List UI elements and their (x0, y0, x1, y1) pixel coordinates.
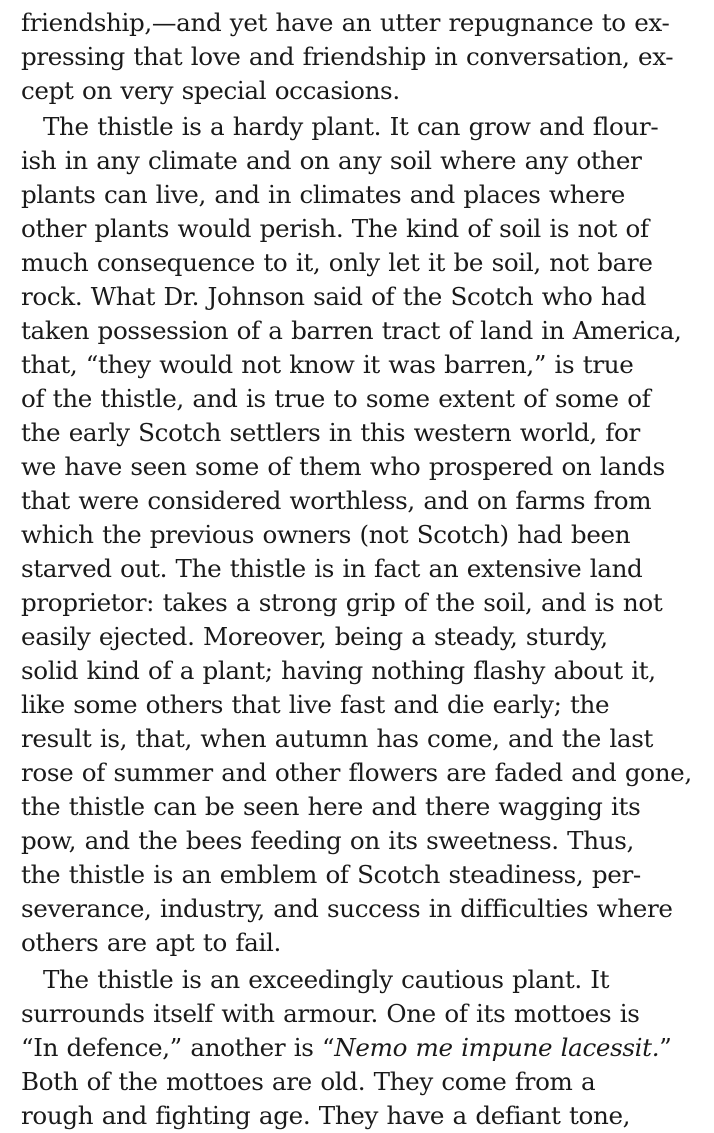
latin-motto: Nemo me impune lacessit. (334, 1033, 660, 1062)
text-line: ish in any climate and on any soil where any other (21, 146, 642, 175)
text-line: severance, industry, and success in difficulties where (21, 894, 673, 923)
text-line: easily ejected. Moreover, being a steady, sturdy, (21, 622, 608, 651)
text-line: solid kind of a plant; having nothing flashy about it, (21, 656, 656, 685)
text-line: which the previous owners (not Scotch) had been (21, 520, 631, 549)
text-line: others are apt to fail. (21, 928, 281, 957)
text-line: pow, and the bees feeding on its sweetness. Thus, (21, 826, 634, 855)
text-line: the thistle is an emblem of Scotch steadiness, per- (21, 860, 641, 889)
text-line: plants can live, and in climates and places where (21, 180, 626, 209)
text-line: the early Scotch settlers in this western world, for (21, 418, 640, 447)
text-line: proprietor: takes a strong grip of the soil, and is not (21, 588, 663, 617)
text-line: rough and fighting age. They have a defiant tone, (21, 1101, 631, 1130)
text-line-with-motto (21, 1031, 671, 1065)
text-line: the thistle can be seen here and there wagging its (21, 792, 641, 821)
text-segment: ” (659, 1033, 672, 1062)
text-line: taken possession of a barren tract of land in America, (21, 316, 682, 345)
text-line: rock. What Dr. Johnson said of the Scotch who had (21, 282, 647, 311)
text-line: Both of the mottoes are old. They come from a (21, 1067, 596, 1096)
text-line: starved out. The thistle is in fact an extensive land (21, 554, 643, 583)
text-line: friendship,—and yet have an utter repugnance to ex- (21, 8, 670, 37)
text-line: pressing that love and friendship in conversation, ex- (21, 42, 674, 71)
text-line: rose of summer and other flowers are faded and gone, (21, 758, 692, 787)
text-line: that were considered worthless, and on farms from (21, 486, 652, 515)
text-line: other plants would perish. The kind of soil is not of (21, 214, 649, 243)
text-line: of the thistle, and is true to some extent of some of (21, 384, 651, 413)
text-line: we have seen some of them who prospered on lands (21, 452, 665, 481)
text-line: like some others that live fast and die early; the (21, 690, 610, 719)
text-line: that, “they would not know it was barren,” is true (21, 350, 634, 379)
text-line: result is, that, when autumn has come, and the last (21, 724, 654, 753)
text-line: surrounds itself with armour. One of its mottoes is (21, 999, 640, 1028)
text-line: much consequence to it, only let it be soil, not bare (21, 248, 653, 277)
text-segment: “In defence,” another is “ (21, 1033, 335, 1062)
paragraph-start-line: The thistle is an exceedingly cautious plant. It (43, 965, 610, 994)
paragraph-start-line: The thistle is a hardy plant. It can grow and flour- (43, 112, 659, 141)
text-line: cept on very special occasions. (21, 76, 400, 105)
